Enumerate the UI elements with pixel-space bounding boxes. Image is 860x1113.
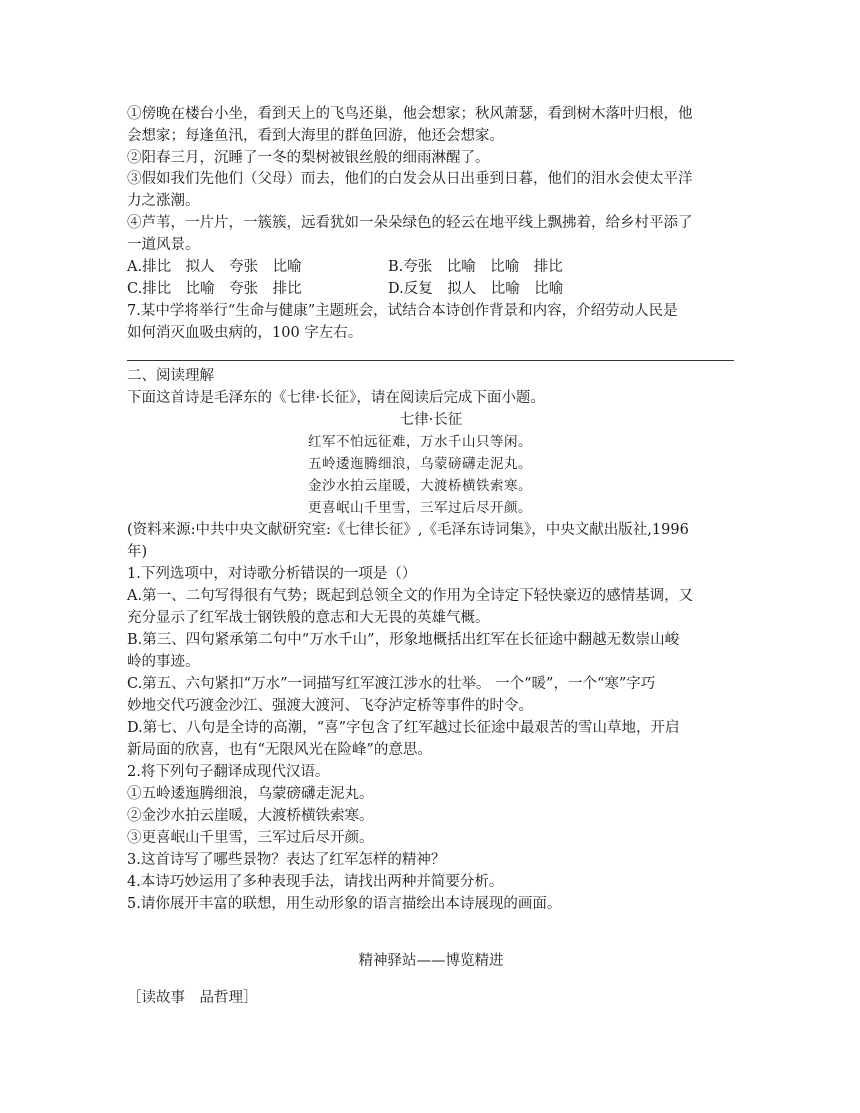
q7-line1: 7.某中学将举行“生命与健康”主题班会，试结合本诗创作背景和内容，介绍劳动人民是 <box>127 303 678 319</box>
q6-option-d: D.反复 拟人 比喻 比喻 <box>388 281 564 297</box>
q7-line2: 如何消灭血吸虫病的，100 字左右。 <box>127 325 363 341</box>
q1-option-b-line1: B.第三、四句紧承第二句中“万水千山”，形象地概括出红军在长征途中翻越无数崇山峻 <box>127 632 680 648</box>
q6-item-4-line2: 一道风景。 <box>127 237 200 253</box>
q1-option-c-line2: 妙地交代巧渡金沙江、强渡大渡河、飞夺泸定桥等事件的时令。 <box>127 698 533 714</box>
q6-option-c: C.排比 比喻 夸张 排比 <box>127 281 302 297</box>
q4-stem: 4.本诗巧妙运用了多种表现手法，请找出两种并简要分析。 <box>127 874 504 890</box>
q6-item-2: ②阳春三月，沉睡了一冬的梨树被银丝般的细雨淋醒了。 <box>127 150 490 166</box>
q3-stem: 3.这首诗写了哪些景物？表达了红军怎样的精神？ <box>127 852 446 868</box>
q2-item-1: ①五岭逶迤腾细浪，乌蒙磅礴走泥丸。 <box>127 786 374 802</box>
poem-line-3: 金沙水拍云崖暖，大渡桥横铁索寒。 <box>308 478 532 494</box>
q6-item-4-line1: ④芦苇，一片片，一簇簇，远看犹如一朵朵绿色的轻云在地平线上飘拂着，给乡村平添了 <box>127 215 693 231</box>
source-line1: (资料来源:中共中央文献研究室:《七律长征》,《毛泽东诗词集》，中央文献出版社,1996 <box>127 522 689 538</box>
q1-option-d-line2: 新局面的欣喜，也有“无限风光在险峰”的意思。 <box>127 742 432 758</box>
q1-option-d-line1: D.第七、八句是全诗的高潮，“喜”字包含了红军越过长征途中最艰苦的雪山草地，开启 <box>127 720 680 736</box>
q1-option-b-line2: 岭的事迹。 <box>127 654 200 670</box>
q6-item-3-line1: ③假如我们先他们（父母）而去，他们的白发会从日出垂到日暮，他们的泪水会使太平洋 <box>127 171 693 187</box>
q6-item-1-line1: ①傍晚在楼台小坐，看到天上的飞鸟还巢，他会想家；秋风萧瑟，看到树木落叶归根，他 <box>127 106 693 122</box>
section-heading: 二、阅读理解 <box>127 368 214 384</box>
poem-line-1: 红军不怕远征难，万水千山只等闲。 <box>308 434 532 450</box>
q1-stem: 1.下列选项中，对诗歌分析错误的一项是（） <box>127 566 417 582</box>
footer-subtitle: ［读故事 品哲理］ <box>127 990 258 1006</box>
q5-stem: 5.请你展开丰富的联想，用生动形象的语言描绘出本诗展现的画面。 <box>127 896 562 912</box>
q2-item-2: ②金沙水拍云崖暖，大渡桥横铁索寒。 <box>127 808 374 824</box>
section-divider <box>127 360 734 361</box>
section-intro: 下面这首诗是毛泽东的《七律·长征》，请在阅读后完成下面小题。 <box>127 390 545 406</box>
q6-item-1-line2: 会想家；每逢鱼汛，看到大海里的群鱼回游，他还会想家。 <box>127 128 504 144</box>
footer-title: 精神驿站——博览精进 <box>358 953 504 969</box>
source-line2: 年) <box>127 544 148 560</box>
q2-item-3: ③更喜岷山千里雪，三军过后尽开颜。 <box>127 830 374 846</box>
poem-line-2: 五岭逶迤腾细浪，乌蒙磅礴走泥丸。 <box>308 456 532 472</box>
q1-option-a-line1: A.第一、二句写得很有气势；既起到总领全文的作用为全诗定下轻快豪迈的感情基调，又 <box>127 588 694 604</box>
q6-option-a: A.排比 拟人 夸张 比喻 <box>127 259 302 275</box>
q6-option-b: B.夸张 比喻 比喻 排比 <box>388 259 563 275</box>
poem-line-4: 更喜岷山千里雪，三军过后尽开颜。 <box>308 500 532 516</box>
q2-stem: 2.将下列句子翻译成现代汉语。 <box>127 764 330 780</box>
q6-item-3-line2: 力之涨潮。 <box>127 193 200 209</box>
poem-title: 七律·长征 <box>399 412 463 428</box>
q1-option-a-line2: 充分显示了红军战士钢铁般的意志和大无畏的英雄气概。 <box>127 610 490 626</box>
q1-option-c-line1: C.第五、六句紧扣“万水”一词描写红军渡江涉水的壮举。 一个“暖”，一个“寒”字巧 <box>127 676 656 692</box>
